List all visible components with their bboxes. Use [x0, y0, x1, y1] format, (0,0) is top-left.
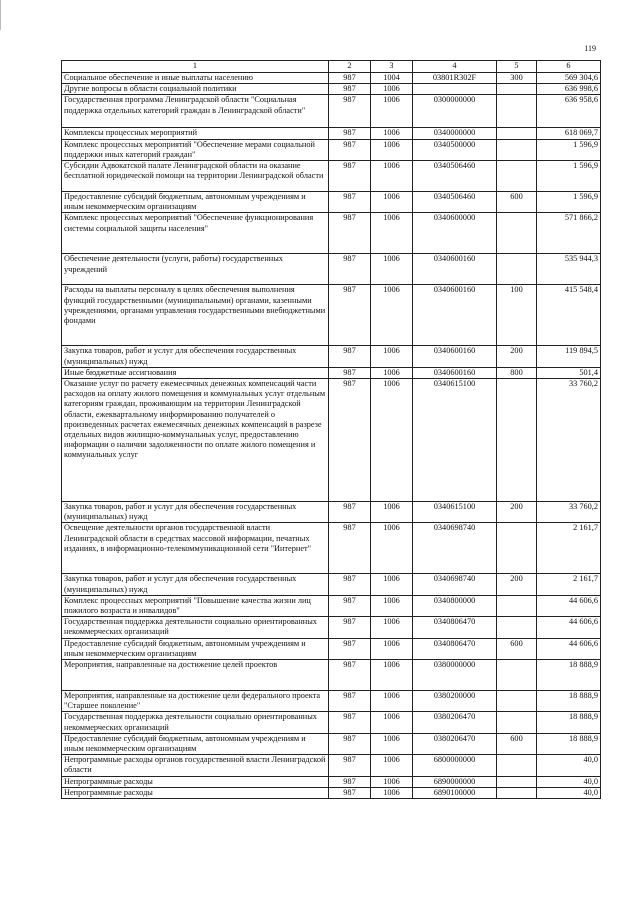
row-gr: 987 — [329, 84, 371, 95]
row-target-item: 0340506460 — [413, 161, 497, 192]
row-gr: 987 — [329, 139, 371, 160]
row-amount: 44 606,6 — [537, 617, 601, 638]
row-gr: 987 — [329, 346, 371, 367]
scan-margin-mark — [0, 0, 6, 30]
row-section: 1006 — [371, 787, 413, 798]
row-name: Комплекс процессных мероприятий "Повышение качества жизни лиц пожилого возраста и инвалидов" — [62, 595, 329, 616]
row-name: Мероприятия, направленные на достижение цели федерального проекта "Старшее поколение" — [62, 691, 329, 712]
row-amount: 501,4 — [537, 367, 601, 378]
row-target-item: 0340000000 — [413, 128, 497, 139]
table-row — [62, 502, 601, 523]
row-expense-type — [497, 84, 537, 95]
header-row — [62, 61, 601, 73]
row-section: 1006 — [371, 192, 413, 213]
table-row — [62, 660, 601, 691]
row-section: 1006 — [371, 139, 413, 160]
row-name: Государственная поддержка деятельности социально ориентированных некоммерческих организаций — [62, 712, 329, 733]
row-expense-type — [497, 161, 537, 192]
row-target-item: 0340600160 — [413, 254, 497, 285]
row-section: 1006 — [371, 733, 413, 754]
row-gr: 987 — [329, 379, 371, 502]
row-amount: 569 304,6 — [537, 73, 601, 84]
row-target-item: 03801R302F — [413, 73, 497, 84]
row-gr: 987 — [329, 660, 371, 691]
row-expense-type — [497, 213, 537, 254]
row-section: 1006 — [371, 712, 413, 733]
row-section: 1006 — [371, 755, 413, 776]
row-expense-type — [497, 712, 537, 733]
row-expense-type: 200 — [497, 502, 537, 523]
row-amount: 40,0 — [537, 776, 601, 787]
table-row — [62, 161, 601, 192]
row-name: Закупка товаров, работ и услуг для обеспечения государственных (муниципальных) нужд — [62, 502, 329, 523]
row-section: 1006 — [371, 379, 413, 502]
row-name: Иные бюджетные ассигнования — [62, 367, 329, 378]
row-gr: 987 — [329, 733, 371, 754]
row-expense-type — [497, 617, 537, 638]
row-target-item: 0380000000 — [413, 660, 497, 691]
row-expense-type — [497, 691, 537, 712]
row-name: Расходы на выплаты персоналу в целях обеспечения выполнения функций государственными (муниципальными) органами, казенными учреждениями, органами управления государственными внебюджетными фондами — [62, 285, 329, 346]
row-expense-type: 100 — [497, 285, 537, 346]
row-expense-type: 200 — [497, 346, 537, 367]
row-gr: 987 — [329, 776, 371, 787]
table-row — [62, 95, 601, 128]
row-section: 1006 — [371, 502, 413, 523]
row-target-item: 0380206470 — [413, 712, 497, 733]
row-amount: 571 866,2 — [537, 213, 601, 254]
table-row — [62, 139, 601, 160]
row-target-item: 0340800000 — [413, 595, 497, 616]
row-target-item: 0340600160 — [413, 346, 497, 367]
row-gr: 987 — [329, 691, 371, 712]
row-name: Закупка товаров, работ и услуг для обеспечения государственных (муниципальных) нужд — [62, 574, 329, 595]
row-expense-type — [497, 128, 537, 139]
table-header — [62, 61, 601, 73]
row-section: 1006 — [371, 254, 413, 285]
row-section: 1006 — [371, 660, 413, 691]
row-target-item: 0340698740 — [413, 523, 497, 574]
row-target-item: 0340806470 — [413, 617, 497, 638]
row-target-item: 6800000000 — [413, 755, 497, 776]
row-gr: 987 — [329, 502, 371, 523]
table-row — [62, 776, 601, 787]
row-amount: 18 888,9 — [537, 691, 601, 712]
row-section: 1006 — [371, 213, 413, 254]
row-section: 1006 — [371, 776, 413, 787]
row-expense-type — [497, 595, 537, 616]
table-row — [62, 285, 601, 346]
row-name: Субсидии Адвокатской палате Ленинградской области на оказание бесплатной юридической помощи на территории Ленинградской области — [62, 161, 329, 192]
row-name: Оказание услуг по расчету ежемесячных денежных компенсаций части расходов на оплату жилого помещения и коммунальных услуг отдельным категориям граждан, проживающим на территории Ленинградской области, ежеквартальному информированию получателей о произведенных расчетах ежемесячных денежных компенсаций в разрезе отдельных видов жилищно-коммунальных услуг, предоставлению информации о наличии задолженности по оплате жилого помещения и коммунальных услуг — [62, 379, 329, 502]
row-amount: 2 161,7 — [537, 523, 601, 574]
row-gr: 987 — [329, 574, 371, 595]
row-name: Предоставление субсидий бюджетным, автономным учреждениям и иным некоммерческим организациям — [62, 733, 329, 754]
row-amount: 2 161,7 — [537, 574, 601, 595]
row-name: Предоставление субсидий бюджетным, автономным учреждениям и иным некоммерческим организациям — [62, 638, 329, 659]
row-gr: 987 — [329, 192, 371, 213]
row-name: Предоставление субсидий бюджетным, автономным учреждениям и иным некоммерческим организациям — [62, 192, 329, 213]
table-row — [62, 523, 601, 574]
row-name: Государственная поддержка деятельности социально ориентированных некоммерческих организаций — [62, 617, 329, 638]
row-section: 1006 — [371, 128, 413, 139]
row-expense-type: 200 — [497, 574, 537, 595]
row-gr: 987 — [329, 213, 371, 254]
table-row — [62, 733, 601, 754]
row-target-item: 0340600160 — [413, 285, 497, 346]
row-expense-type — [497, 776, 537, 787]
row-target-item: 0340600160 — [413, 367, 497, 378]
row-gr: 987 — [329, 161, 371, 192]
table-row — [62, 691, 601, 712]
row-amount: 636 998,6 — [537, 84, 601, 95]
row-name: Комплекс процессных мероприятий "Обеспечение функционирования системы социальной защиты населения" — [62, 213, 329, 254]
row-section: 1006 — [371, 523, 413, 574]
row-section: 1006 — [371, 367, 413, 378]
row-gr: 987 — [329, 285, 371, 346]
row-name: Непрограммные расходы — [62, 776, 329, 787]
row-gr: 987 — [329, 755, 371, 776]
row-expense-type: 600 — [497, 638, 537, 659]
row-amount: 44 606,6 — [537, 595, 601, 616]
row-amount: 119 894,5 — [537, 346, 601, 367]
row-section: 1006 — [371, 285, 413, 346]
header-col-2: 2 — [329, 61, 371, 73]
row-name: Закупка товаров, работ и услуг для обеспечения государственных (муниципальных) нужд — [62, 346, 329, 367]
row-gr: 987 — [329, 73, 371, 84]
row-target-item: 0340600000 — [413, 213, 497, 254]
row-section: 1006 — [371, 691, 413, 712]
row-amount: 415 548,4 — [537, 285, 601, 346]
row-name: Социальное обеспечение и иные выплаты населению — [62, 73, 329, 84]
row-expense-type: 800 — [497, 367, 537, 378]
row-gr: 987 — [329, 638, 371, 659]
row-gr: 987 — [329, 595, 371, 616]
row-name: Освещение деятельности органов государственной власти Ленинградской области в средствах массовой информации, печатных изданиях, в информационно-телекоммуникационной сети "Интернет" — [62, 523, 329, 574]
row-target-item: 0300000000 — [413, 95, 497, 128]
row-amount: 1 596,9 — [537, 161, 601, 192]
row-target-item: 0340500000 — [413, 139, 497, 160]
row-amount: 33 760,2 — [537, 502, 601, 523]
row-target-item: 6890000000 — [413, 776, 497, 787]
row-expense-type — [497, 139, 537, 160]
row-expense-type: 600 — [497, 192, 537, 213]
header-col-5: 5 — [497, 61, 537, 73]
row-target-item: 0340615100 — [413, 379, 497, 502]
row-section: 1006 — [371, 574, 413, 595]
row-name: Комплексы процессных мероприятий — [62, 128, 329, 139]
row-section: 1006 — [371, 161, 413, 192]
row-expense-type — [497, 787, 537, 798]
row-target-item: 0340806470 — [413, 638, 497, 659]
row-gr: 987 — [329, 367, 371, 378]
table-row — [62, 638, 601, 659]
row-section: 1006 — [371, 95, 413, 128]
row-gr: 987 — [329, 712, 371, 733]
row-expense-type — [497, 379, 537, 502]
row-gr: 987 — [329, 95, 371, 128]
table-row — [62, 346, 601, 367]
row-section: 1004 — [371, 73, 413, 84]
row-expense-type — [497, 755, 537, 776]
table-row — [62, 192, 601, 213]
budget-table — [61, 60, 601, 799]
row-name: Непрограммные расходы органов государственной власти Ленинградской области — [62, 755, 329, 776]
header-col-4: 4 — [413, 61, 497, 73]
row-expense-type: 300 — [497, 73, 537, 84]
row-name: Другие вопросы в области социальной политики — [62, 84, 329, 95]
row-amount: 636 958,6 — [537, 95, 601, 128]
table-row — [62, 213, 601, 254]
table-body — [62, 73, 601, 799]
table-row — [62, 254, 601, 285]
row-target-item: 0340698740 — [413, 574, 497, 595]
row-target-item: 6890100000 — [413, 787, 497, 798]
row-name: Комплекс процессных мероприятий "Обеспечение мерами социальной поддержки иных категорий граждан" — [62, 139, 329, 160]
row-gr: 987 — [329, 128, 371, 139]
table-row — [62, 367, 601, 378]
row-expense-type — [497, 660, 537, 691]
row-section: 1006 — [371, 617, 413, 638]
row-amount: 618 069,7 — [537, 128, 601, 139]
table-row — [62, 379, 601, 502]
row-section: 1006 — [371, 346, 413, 367]
row-expense-type — [497, 254, 537, 285]
table-row — [62, 787, 601, 798]
table-row — [62, 128, 601, 139]
row-amount: 18 888,9 — [537, 660, 601, 691]
table-row — [62, 84, 601, 95]
row-expense-type: 600 — [497, 733, 537, 754]
table-row — [62, 755, 601, 776]
row-amount: 40,0 — [537, 787, 601, 798]
row-amount: 1 596,9 — [537, 192, 601, 213]
header-col-1: 1 — [62, 61, 329, 73]
row-name: Мероприятия, направленные на достижение целей проектов — [62, 660, 329, 691]
table-row — [62, 595, 601, 616]
row-gr: 987 — [329, 254, 371, 285]
row-gr: 987 — [329, 617, 371, 638]
row-target-item: 0340615100 — [413, 502, 497, 523]
table-row — [62, 617, 601, 638]
row-amount: 535 944,3 — [537, 254, 601, 285]
row-gr: 987 — [329, 523, 371, 574]
row-name: Обеспечение деятельности (услуги, работы) государственных учреждений — [62, 254, 329, 285]
row-name: Государственная программа Ленинградской области "Социальная поддержка отдельных категорий граждан в Ленинградской области" — [62, 95, 329, 128]
row-section: 1006 — [371, 84, 413, 95]
row-expense-type — [497, 95, 537, 128]
header-col-6: 6 — [537, 61, 601, 73]
row-target-item: 0380206470 — [413, 733, 497, 754]
row-amount: 44 606,6 — [537, 638, 601, 659]
row-name: Непрограммные расходы — [62, 787, 329, 798]
row-target-item — [413, 84, 497, 95]
row-target-item: 0340506460 — [413, 192, 497, 213]
table-row — [62, 73, 601, 84]
row-section: 1006 — [371, 638, 413, 659]
page-number: 119 — [584, 44, 596, 53]
row-amount: 33 760,2 — [537, 379, 601, 502]
row-target-item: 0380200000 — [413, 691, 497, 712]
row-amount: 18 888,9 — [537, 733, 601, 754]
row-amount: 18 888,9 — [537, 712, 601, 733]
row-amount: 40,0 — [537, 755, 601, 776]
row-amount: 1 596,9 — [537, 139, 601, 160]
row-section: 1006 — [371, 595, 413, 616]
table-row — [62, 574, 601, 595]
table-row — [62, 712, 601, 733]
row-expense-type — [497, 523, 537, 574]
row-gr: 987 — [329, 787, 371, 798]
header-col-3: 3 — [371, 61, 413, 73]
